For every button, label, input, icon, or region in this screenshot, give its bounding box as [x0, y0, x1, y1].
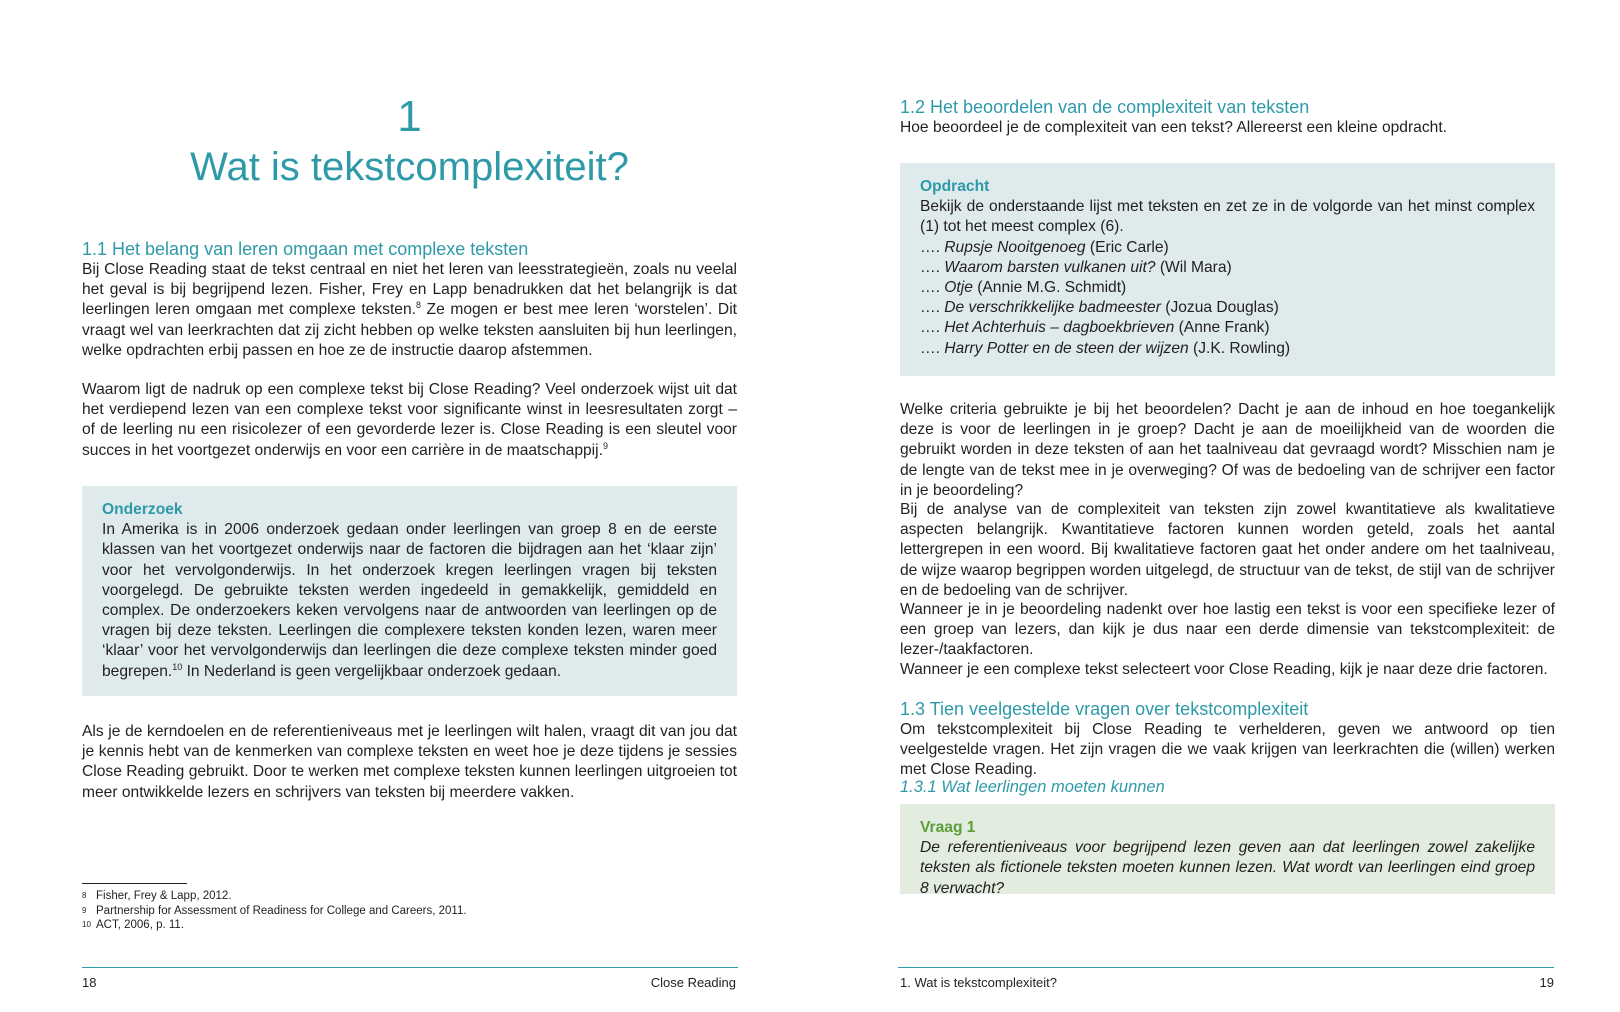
box-text: De referentieniveaus voor begrijpend lezen geven aan dat leerlingen zowel zakelijke teksten als fictionele teksten moeten kunnen lezen. Wat wordt van leerlingen eind groep 8 verwacht? — [920, 839, 1535, 897]
box-title: Opdracht — [920, 178, 990, 195]
blank-dots: …. — [920, 279, 945, 297]
paragraph-block — [900, 400, 1555, 501]
box-text — [102, 520, 717, 682]
book-author: (Wil Mara) — [1155, 258, 1232, 276]
book-title: De verschrikkelijke badmeester — [944, 299, 1161, 317]
book-author: (Jozua Douglas) — [1160, 299, 1279, 317]
subsection-heading-1-3-1: 1.3.1 Wat leerlingen moeten kunnen — [900, 778, 1165, 796]
section-heading-1-2: 1.2 Het beoordelen van de complexiteit van teksten — [900, 97, 1310, 117]
list-item — [920, 298, 1535, 318]
blank-dots: …. — [920, 339, 945, 357]
footnote-number: 8 — [82, 891, 87, 900]
body-paragraph: Hoe beoordeel je de complexiteit van een tekst? Allereerst een kleine opdracht. — [900, 119, 1447, 136]
paragraph-text: Bij Close Reading staat de tekst centraal en niet het leren van leesstrategieën, zoals nu veelal het geval is bij begrijpend lezen. Fisher, Frey en Lapp benadrukken dat het belangrijk is dat leerlingen leren omgaan met complexe teksten. — [82, 261, 737, 319]
body-paragraph — [82, 380, 737, 461]
chapter-title: Wat is tekstcomplexiteit? — [190, 145, 629, 189]
running-title: Close Reading — [650, 975, 736, 990]
paragraph-block — [900, 660, 1555, 680]
blank-dots: …. — [920, 238, 945, 256]
list-item — [920, 278, 1535, 298]
footnote-number: 10 — [82, 920, 91, 930]
section-heading-1-3: 1.3 Tien veelgestelde vragen over tekstcomplexiteit — [900, 699, 1309, 719]
blank-dots: …. — [920, 258, 945, 276]
paragraph-text: In Amerika is in 2006 onderzoek gedaan onder leerlingen van groep 8 en de eerste klassen van het voortgezet onderwijs naar de factoren die bijdragen aan het ‘klaar zijn’ voor het vervolgonderwijs. In het onderzoek kregen leerlingen vragen bij teksten voorgelegd. De gebruikte teksten werden ingedeeld in gemakkelijk, gemiddeld en complex. De onderzoekers keken vervolgens naar de antwoorden van leerlingen op de vragen bij deze teksten. Leerlingen die complexere teksten konden lezen, waren meer ‘klaar’ voor het vervolgonderwijs dan leerlingen die deze complexe teksten minder goed begrepen. — [102, 521, 717, 680]
footnote-ref[interactable]: 8 — [415, 300, 421, 311]
section-1-3-1 — [900, 777, 1555, 798]
opdracht-box — [900, 163, 1555, 376]
body-paragraph: Als je de kerndoelen en de referentieniveaus met je leerlingen wilt halen, vraagt dit van jou dat je kennis hebt van de kenmerken van complexe teksten en weet hoe je deze tijdens je sessies Close Reading gebruikt. Door te werken met complexe teksten kunnen leerlingen uitgroeien tot meer ontwikkelde lezers en schrijvers van teksten bij meerdere vakken. — [82, 723, 737, 801]
body-paragraph — [82, 260, 737, 361]
body-paragraph: Om tekstcomplexiteit bij Close Reading te verhelderen, geven we antwoord op tien veelgestelde vragen. Het zijn vragen die we vaak krijgen van leerkrachten die (willen) werken met Close Reading. — [900, 721, 1555, 779]
book-title: Harry Potter en de steen der wijzen — [944, 339, 1189, 357]
footnote — [82, 904, 737, 919]
box-title: Onderzoek — [102, 501, 183, 518]
section-1-2 — [900, 96, 1555, 138]
vraag-box — [900, 804, 1555, 897]
footer-rule — [898, 967, 1554, 968]
book-title: Waarom barsten vulkanen uit? — [944, 258, 1156, 276]
book-author: (Eric Carle) — [1085, 238, 1169, 256]
paragraph-text: In Nederland is geen vergelijkbaar onderzoek gedaan. — [182, 662, 562, 680]
footer-rule — [82, 967, 738, 968]
body-paragraph: Wanneer je in je beoordeling nadenkt over hoe lastig een tekst is voor een specifieke lezer of een groep van lezers, dan kijk je dus naar een derde dimensie van tekstcomplexiteit: de lezer-/taakfactoren. — [900, 601, 1555, 659]
section-1-3 — [900, 698, 1555, 781]
blank-dots: …. — [920, 319, 945, 337]
box-title: Vraag 1 — [920, 819, 976, 836]
paragraph-text: Ze mogen er best mee leren ‘worstelen’. Dit vraagt wel van leerkrachten dat zij zicht hebben op welke teksten aansluiten bij hun leerlingen, welke opdrachten erbij passen en hoe ze de instructie daarop afstemmen. — [82, 301, 737, 359]
book-title: Otje — [944, 279, 973, 297]
paragraph-block — [900, 500, 1555, 601]
onderzoek-box — [82, 486, 737, 696]
paragraph-block — [82, 722, 737, 803]
footnotes — [82, 889, 737, 933]
footnote — [82, 918, 737, 933]
paragraph-block — [900, 600, 1555, 661]
running-title: 1. Wat is tekstcomplexiteit? — [900, 975, 1058, 990]
book-author: (J.K. Rowling) — [1188, 339, 1291, 357]
list-item — [920, 238, 1535, 258]
footnote-ref[interactable]: 9 — [602, 440, 608, 451]
list-item — [920, 318, 1535, 338]
footnote-text: Partnership for Assessment of Readiness for College and Careers, 2011. — [96, 904, 467, 917]
list-item — [920, 339, 1535, 359]
section-1-1 — [82, 238, 737, 361]
page-number: 19 — [1539, 975, 1554, 990]
footnote-text: ACT, 2006, p. 11. — [96, 919, 185, 932]
footnote-divider — [82, 883, 187, 884]
right-page — [810, 0, 1620, 1012]
footnote-text: Fisher, Frey & Lapp, 2012. — [96, 890, 232, 902]
body-paragraph: Welke criteria gebruikte je bij het beoordelen? Dacht je aan de inhoud en hoe toegankelijk deze is voor de leerlingen in je groep? Dacht je aan de moeilijkheid van de woorden die gebruikt worden in deze teksten of aan het taalniveau dat gevraagd wordt? Misschien nam je de lengte van de tekst mee in je overweging? Of was de bedoeling van de schrijver een factor in je beoordeling? — [900, 401, 1555, 499]
chapter-number: 1 — [397, 92, 422, 141]
book-author: (Anne Frank) — [1174, 319, 1270, 337]
paragraph-text: Waarom ligt de nadruk op een complexe tekst bij Close Reading? Veel onderzoek wijst uit dat het verdiepend lezen van een complexe tekst voor significante winst in leesresultaten zorgt – of de leerling nu een risicolezer of een gevorderde lezer is. Close Reading is een sleutel voor succes in het voortgezet onderwijs en voor een carrière in de maatschappij. — [82, 381, 737, 459]
page-number: 18 — [82, 975, 97, 990]
body-paragraph: Bij de analyse van de complexiteit van teksten zijn zowel kwantitatieve als kwalitatieve aspecten belangrijk. Kwantitatieve factoren kunnen worden geteld, zoals het aantal lettergrepen in een woord. Bij kwalitatieve factoren gaat het onder andere om het taalniveau, de wijze waarop begrippen worden uitgelegd, de structuur van de tekst, de stijl van de schrijver en de bedoeling van de schrijver. — [900, 501, 1555, 599]
book-author: (Annie M.G. Schmidt) — [972, 279, 1127, 297]
footnote — [82, 889, 737, 904]
body-paragraph: Wanneer je een complexe tekst selecteert voor Close Reading, kijk je naar deze drie factoren. — [900, 661, 1548, 678]
book-title: Het Achterhuis – dagboekbrieven — [944, 319, 1175, 337]
list-item — [920, 258, 1535, 278]
section-heading-1-1: 1.1 Het belang van leren omgaan met complexe teksten — [82, 239, 529, 259]
box-text: Bekijk de onderstaande lijst met teksten en zet ze in de volgorde van het minst complex (1) tot het meest complex (6). — [920, 198, 1535, 236]
footnote-ref[interactable]: 10 — [172, 661, 183, 672]
book-title: Rupsje Nooitgenoeg — [944, 238, 1086, 256]
blank-dots: …. — [920, 299, 945, 317]
footnote-number: 9 — [82, 905, 87, 915]
paragraph-block — [82, 380, 737, 461]
